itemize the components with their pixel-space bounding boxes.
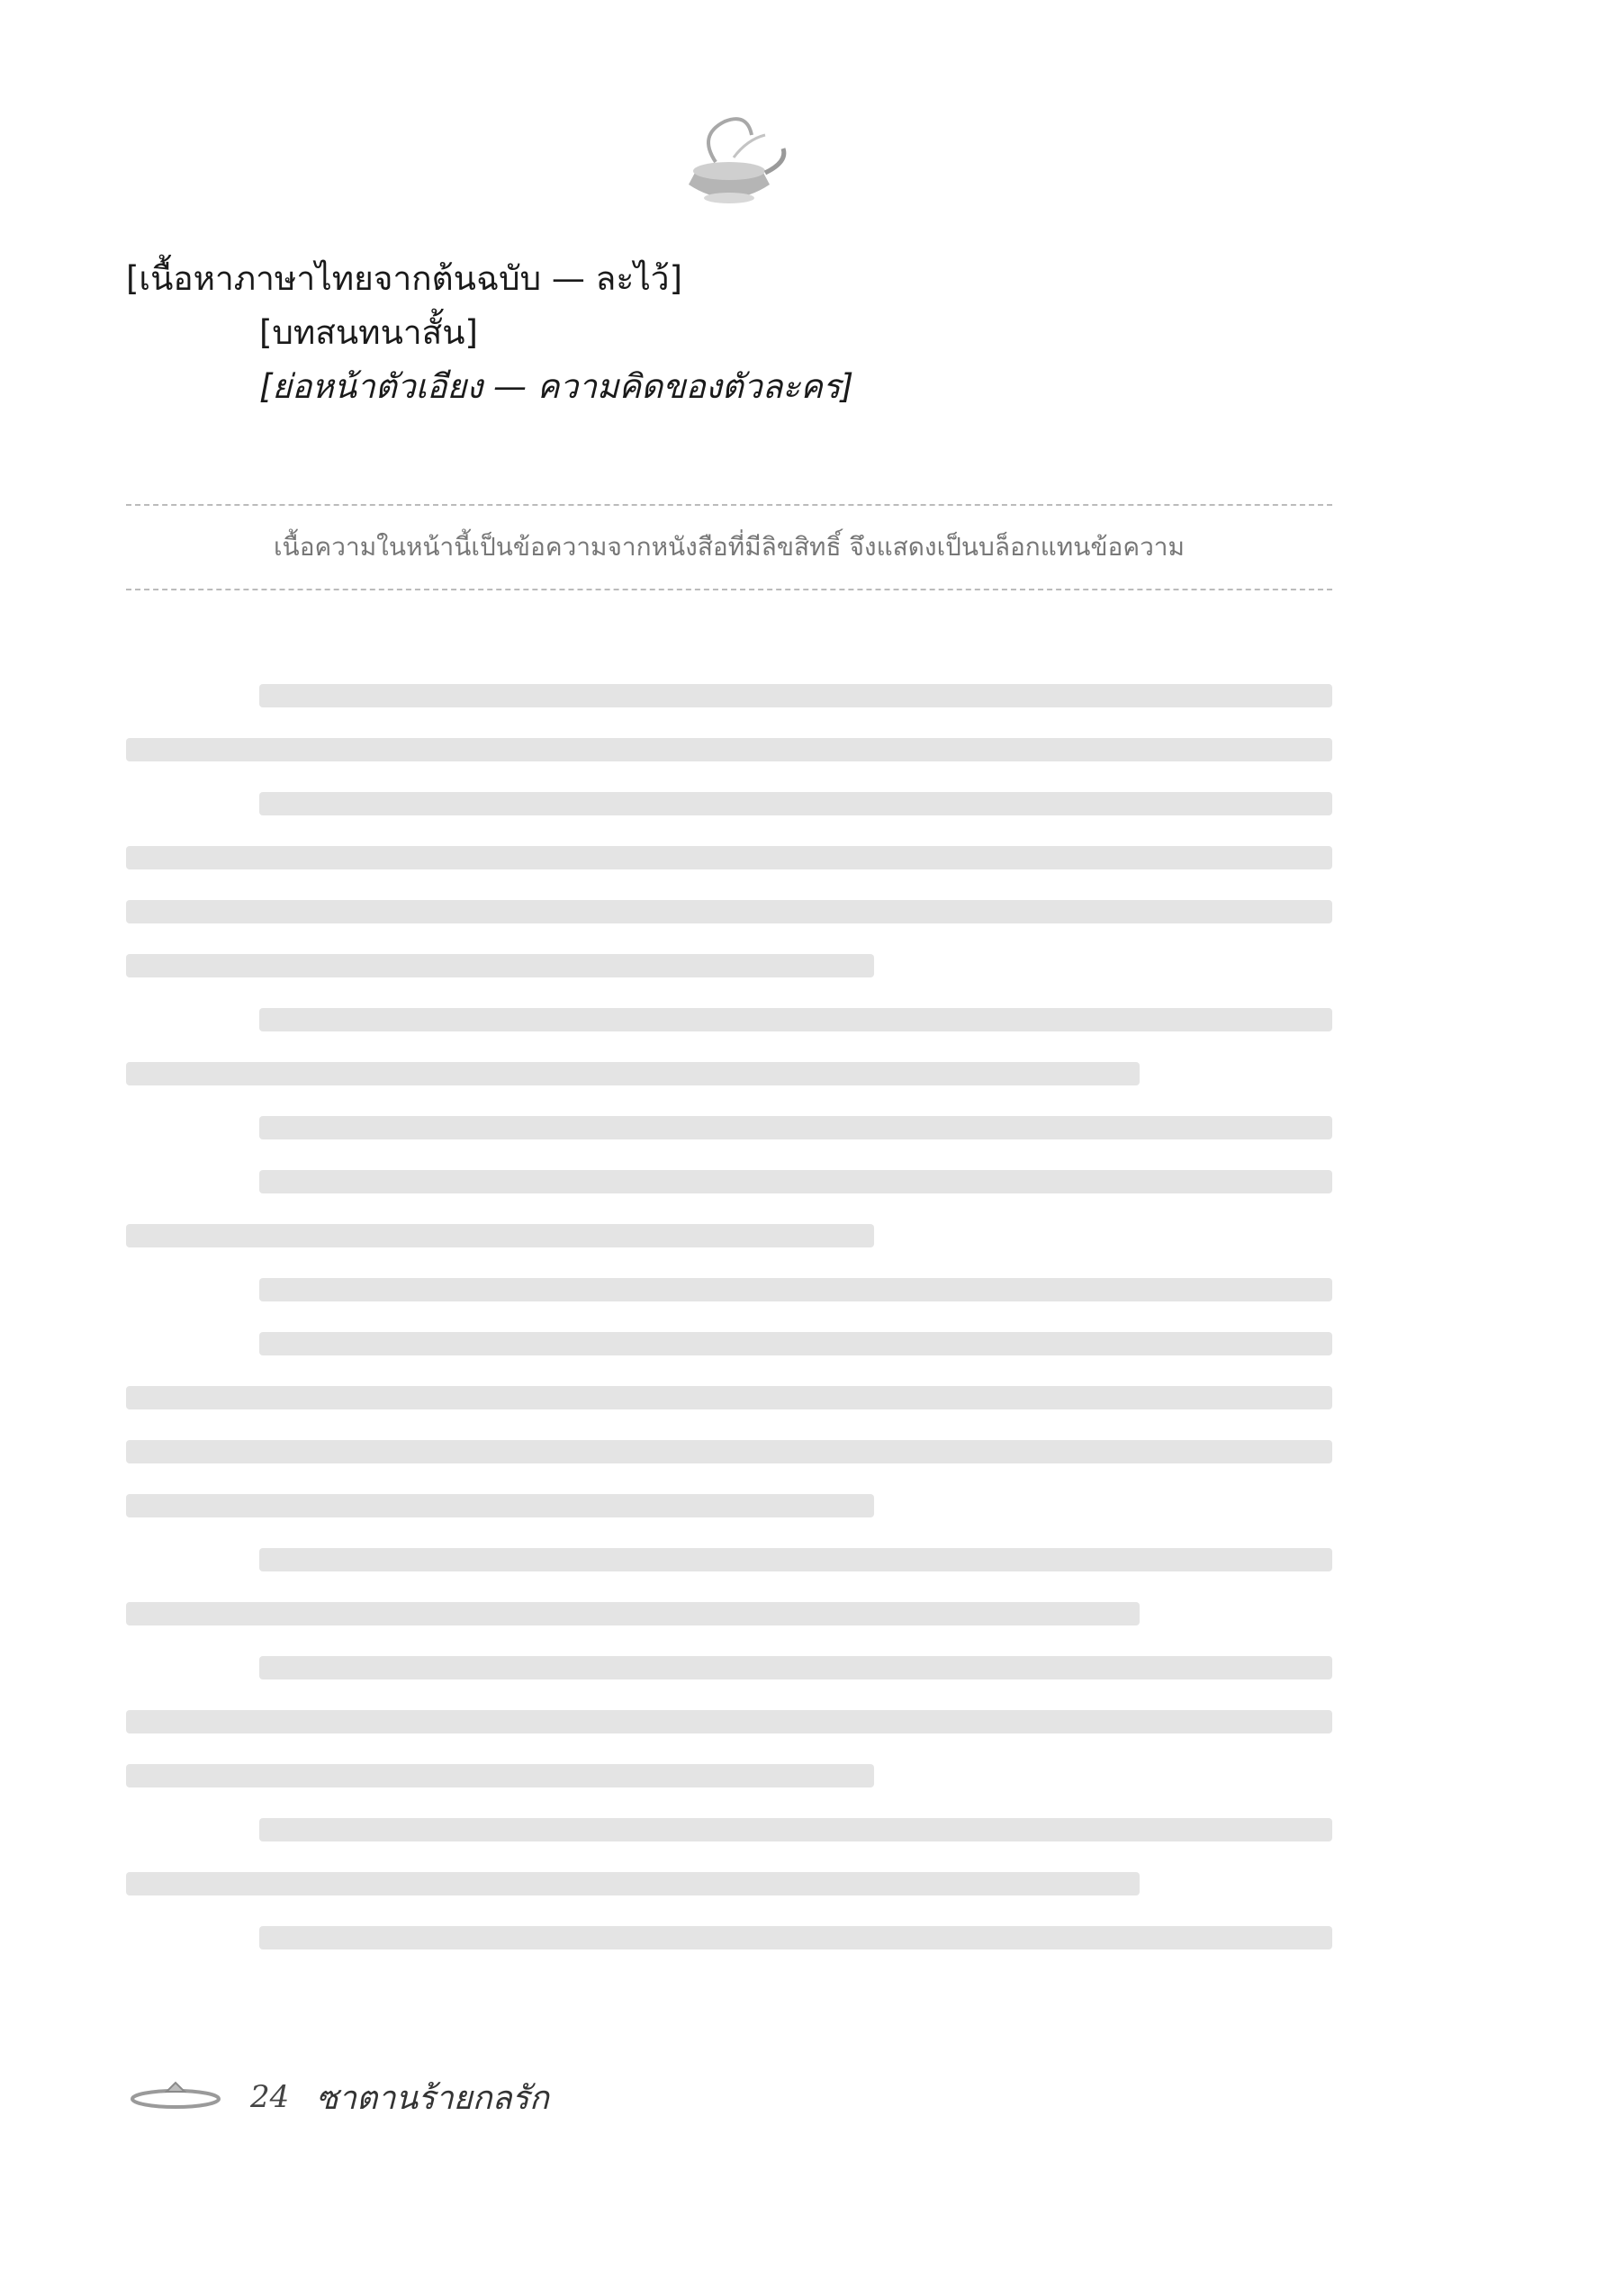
text-line-placeholder [126, 1872, 1140, 1895]
text-line-placeholder [126, 1224, 874, 1247]
teapot-ornament-icon [662, 108, 797, 216]
text-line-placeholder [259, 1116, 1332, 1139]
text-line-placeholder [259, 1656, 1332, 1679]
text-placeholder-blocks [126, 684, 1332, 1980]
text-line-placeholder [259, 1170, 1332, 1193]
text-line-placeholder [126, 1494, 874, 1517]
text-line-placeholder [126, 738, 1332, 761]
ring-ornament-icon [126, 2079, 225, 2115]
text-line-placeholder [126, 954, 874, 977]
text-line-placeholder [126, 846, 1332, 869]
text-line-placeholder [259, 792, 1332, 815]
text-line-placeholder [126, 1602, 1140, 1625]
text-line-placeholder [259, 684, 1332, 707]
running-title: ซาตานร้ายกลรัก [316, 2079, 549, 2117]
text-line-placeholder [126, 1764, 874, 1787]
text-line-placeholder [126, 1062, 1140, 1085]
text-line-placeholder [126, 1440, 1332, 1463]
paragraph: [ย่อหน้าตัวเอียง — ความคิดของตัวละคร] [259, 367, 854, 406]
paragraph: [บทสนทนาสั้น] [259, 313, 478, 352]
page-footer [126, 2070, 549, 2124]
text-line-placeholder [259, 1008, 1332, 1031]
text-line-placeholder [259, 1926, 1332, 1949]
text-line-placeholder [259, 1548, 1332, 1571]
text-line-placeholder [259, 1332, 1332, 1355]
text-line-placeholder [259, 1818, 1332, 1841]
text-line-placeholder [126, 900, 1332, 923]
page-number: 24 [250, 2079, 290, 2115]
paragraph: [เนื้อหาภาษาไทยจากต้นฉบับ — ละไว้] [126, 259, 683, 298]
text-line-placeholder [126, 1710, 1332, 1733]
body-text [126, 252, 1332, 414]
text-line-placeholder [259, 1278, 1332, 1301]
content-omitted-note: เนื้อความในหน้านี้เป็นข้อความจากหนังสือที่มีลิขสิทธิ์ จึงแสดงเป็นบล็อกแทนข้อความ [126, 504, 1332, 590]
text-line-placeholder [126, 1386, 1332, 1409]
